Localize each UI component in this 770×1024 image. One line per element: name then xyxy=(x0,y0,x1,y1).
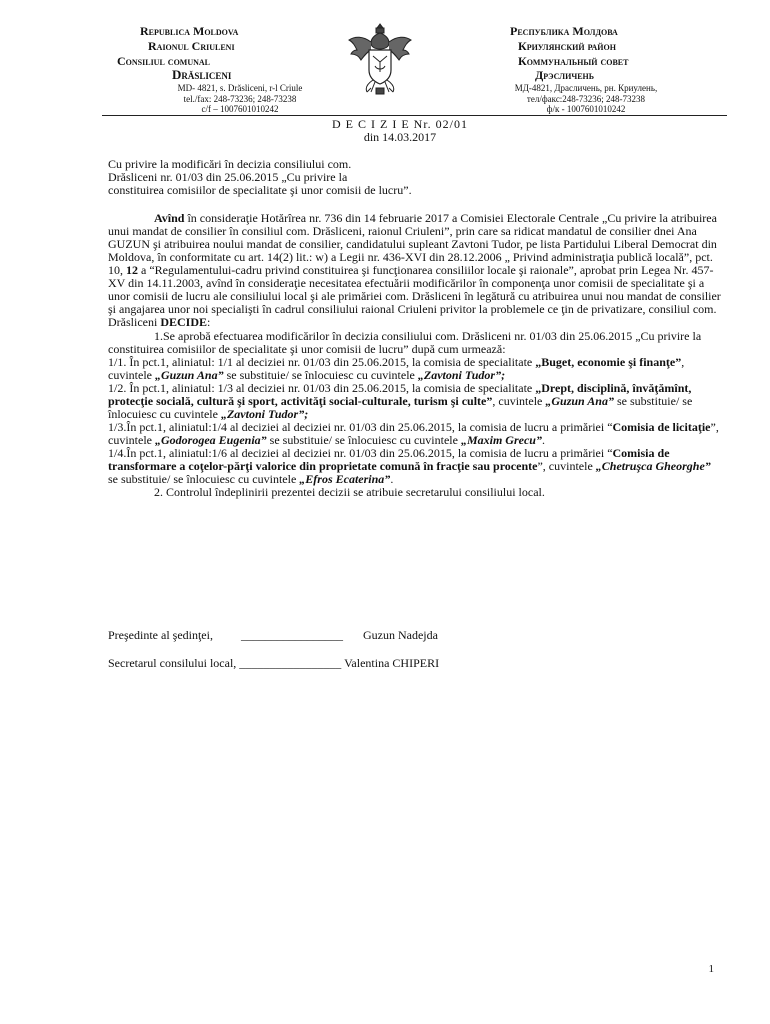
point-1: 1.Se aprobă efectuarea modificărilor în decizia consiliului com. Drăsliceni nr. 01/03 din 25.06.2015 „Cu privire la constituirea comisiilor de specialitate şi unor comisii de lucru” după cum urmează: xyxy=(108,329,702,356)
sub-2-new-name: „Zavtoni Tudor”; xyxy=(220,407,309,421)
header-left-line-1: Republica Moldova xyxy=(140,24,239,38)
sub-point-1-3 xyxy=(108,421,723,447)
sub-2-old-name: „Guzun Ana” xyxy=(545,394,614,408)
preamble-colon: : xyxy=(207,315,211,329)
header-left-line-4: Drăsliceni xyxy=(172,67,232,82)
header-right-address-3: ф/к - 1007601010242 xyxy=(546,104,626,114)
signature-president xyxy=(108,628,438,643)
header-left-line-2: Raionul Criuleni xyxy=(148,39,235,53)
header-right-line-3: Коммунальный совет xyxy=(518,54,629,68)
secretary-sign-line: _________________ xyxy=(239,656,342,670)
sub-4-commission: Comisia de transformare a coţelor-părţi valorice din proprietate comună în fracţie sau procente xyxy=(108,446,670,473)
sub-1-commission: „Buget, economie şi finanţe” xyxy=(535,355,682,369)
sub-4-mid: ”, cuvintele xyxy=(537,459,596,473)
header-right-line-4: Дрэсличень xyxy=(535,68,595,82)
coat-of-arms-icon xyxy=(345,18,415,100)
header-left-address-2: tel./fax: 248-73236; 248-73238 xyxy=(183,94,297,104)
preamble-lead: Avînd xyxy=(154,211,185,225)
header-right-address-2: тел/факс:248-73236; 248-73238 xyxy=(526,94,646,104)
sub-2-text: 1/2. În pct.1, aliniatul: 1/3 al deciziei nr. 01/03 din 25.06.2015, la comisia de specialitate xyxy=(108,381,536,395)
subject-line-3: constituirea comisiilor de specialitate şi unor comisii de lucru”. xyxy=(108,183,412,197)
subject-line-1: Cu privire la modificări în decizia consiliului com. xyxy=(108,157,352,171)
decision-subject xyxy=(108,158,723,197)
sub-1-mid: , cuvintele xyxy=(108,355,685,382)
header-right-address-1: МД-4821, Дрaсличень, рн. Криулень, xyxy=(514,83,658,93)
preamble-text: în consideraţie Hotărîrea nr. 736 din 14 februarie 2017 a Comisiei Electorale Centrale „Cu privire la atribuirea unui mandat de consilier în consiliul com. Drăsliceni, raionul Criuleni”, prin care sa ridicat mandatul de consilier dnei Ana GUZUN şi atribuirea noului mandat de consilier, candidatului supleant Zavtoni Tudor, pe lista Partidului Liberal Democrat din Moldova, în conformitate cu art. 14(2) lit.: w) a Legii nr. 436-XVI din 28.12.2006 „ Privind administraţia publică locală”, pct. 10, xyxy=(108,211,717,277)
sub-2-commission: „Drept, disciplină, învăţămînt, protecţie socială, cultură şi sport, activităţi social-culturale, turism şi culte” xyxy=(108,381,692,408)
sub-point-1-4 xyxy=(108,447,723,486)
sub-3-new-name: „Maxim Grecu” xyxy=(460,433,542,447)
secretary-role: Secretarul consilului local, xyxy=(108,656,237,670)
subject-line-2: Drăsliceni nr. 01/03 din 25.06.2015 „Cu privire la xyxy=(108,170,348,184)
president-sign-line: _________________ xyxy=(240,628,343,642)
sub-1-old-name: „Guzun Ana” xyxy=(154,368,224,382)
preamble-bold-number: 12 xyxy=(126,263,138,277)
point-2: 2. Controlul îndeplinirii prezentei decizii se atribuie secretarului consiliului local. xyxy=(154,485,545,499)
sub-4-text: 1/4.În pct.1, aliniatul:1/6 al deciziei al deciziei nr. 01/03 din 25.06.2015, la comisia de lucru a primăriei “ xyxy=(108,446,613,460)
sub-1-new-name: „Zavtoni Tudor”; xyxy=(417,368,506,382)
header-left-address-1: MD- 4821, s. Drăsliceni, r-l Criule xyxy=(177,83,303,93)
preamble-text-2: a “Regulamentului-cadru privind constituirea şi funcţionarea consiliilor locale şi raionale”, aprobat prin Legea Nr. 457-XV din 14.11.2003, avînd în consideraţie necesitatea efectuării modificărilor în componenţa unor comisii de specialitate şi a unor comisii de lucru ale consiliului local şi ale primăriei com. Drăsliceni în legătură cu atribuirea unui nou mandat de consilier şi angajarea unor noi specialişti în cadrul consiliului raional Criuleni privitor la problemele ce ţin de privatizare, consiliul com. Drăsliceni xyxy=(108,263,721,329)
sub-4-mid-2: se substituie/ se înlocuiesc cu cuvintele xyxy=(108,472,300,486)
sub-2-mid: , cuvintele xyxy=(492,394,546,408)
sub-3-text: 1/3.În pct.1, aliniatul:1/4 al deciziei al deciziei nr. 01/03 din 25.06.2015, la comisia de lucru a primăriei “ xyxy=(108,420,613,434)
signature-secretary xyxy=(108,656,439,671)
president-role: Preşedinte al şedinţei, xyxy=(108,628,213,642)
header-right-line-2: Криулянский район xyxy=(518,39,616,53)
sub-1-mid-2: se substituie/ se înlocuiesc cu cuvintele xyxy=(223,368,418,382)
sub-3-mid-2: se substituie/ se înlocuiesc cu cuvintele xyxy=(266,433,461,447)
sub-3-mid: ”, cuvintele xyxy=(108,420,719,447)
sub-3-end: . xyxy=(541,433,545,447)
sub-4-end: . xyxy=(390,472,394,486)
header-divider xyxy=(102,115,727,116)
secretary-name: Valentina CHIPERI xyxy=(344,656,440,670)
preamble-paragraph xyxy=(108,212,723,499)
decision-title: D E C I Z I E Nr. 02/01 xyxy=(332,117,468,131)
header-left-line-3: Consiliul comunal xyxy=(117,54,211,68)
sub-4-new-name: „Efros Ecaterina” xyxy=(299,472,391,486)
sub-3-old-name: „Godorogea Eugenia” xyxy=(154,433,267,447)
header-right-line-1: Республика Молдова xyxy=(510,24,618,38)
decision-date: din 14.03.2017 xyxy=(363,130,437,144)
preamble-decide: DECIDE xyxy=(160,315,207,329)
header-left-address-3: c/f – 1007601010242 xyxy=(201,104,279,114)
sub-1-text: 1/1. În pct.1, aliniatul: 1/1 al deciziei nr. 01/03 din 25.06.2015, la comisia de specialitate xyxy=(108,355,536,369)
page-number: 1 xyxy=(708,963,714,975)
sub-point-1-1 xyxy=(108,356,723,382)
sub-4-old-name: „Chetruşca Gheorghe” xyxy=(595,459,711,473)
sub-2-mid-2: se substituie/ se înlocuiesc cu cuvintele xyxy=(108,394,693,421)
sub-3-commission: Comisia de licitaţie xyxy=(612,420,711,434)
president-name: Guzun Nadejda xyxy=(362,628,438,642)
sub-point-1-2 xyxy=(108,382,723,421)
